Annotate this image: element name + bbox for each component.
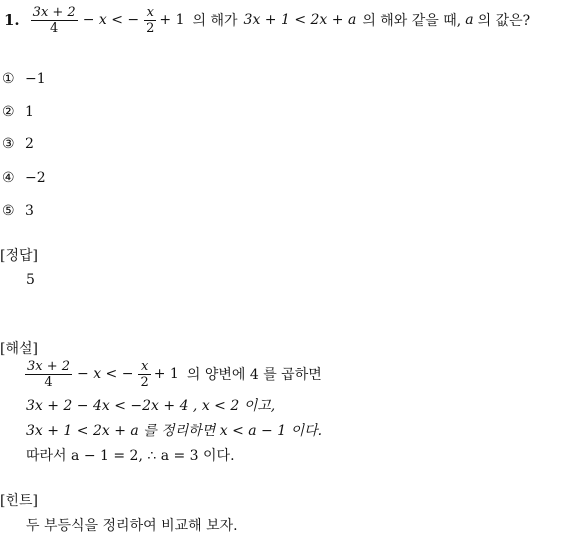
choice-mark: ⑤ <box>2 203 15 219</box>
choice-mark: ④ <box>2 170 15 186</box>
choice-value: 3 <box>25 203 34 219</box>
inequality-tail: + 1 <box>153 366 179 382</box>
variable-a: a <box>465 12 474 28</box>
choice-3[interactable] <box>2 136 34 152</box>
explanation-line-3: 3x + 1 < 2x + a 를 정리하면 x < a − 1 이다. <box>26 423 323 439</box>
inequality-middle: − x < − <box>82 12 140 28</box>
hint-label: [힌트] <box>0 493 38 509</box>
choice-mark: ① <box>2 71 15 87</box>
fraction-x-over-2: $\frac{x}{2}$ <box>140 358 149 390</box>
choice-5[interactable] <box>2 203 34 219</box>
question-text-3: 의 값은? <box>477 13 531 29</box>
explanation-line-1 <box>22 354 322 394</box>
inequality-middle: − x < − <box>77 366 134 382</box>
choice-mark: ② <box>2 104 15 120</box>
choice-value: −1 <box>25 71 46 87</box>
choice-2[interactable] <box>2 104 34 120</box>
question <box>4 2 530 38</box>
explanation-line-2: 3x + 2 − 4x < −2x + 4 , x < 2 이고, <box>26 398 276 414</box>
question-number: 1. <box>4 11 20 29</box>
answer-label: [정답] <box>0 248 38 264</box>
choice-value: −2 <box>25 170 46 186</box>
fraction-x-over-2: $\frac{x}{2}$ <box>146 4 155 36</box>
choice-value: 2 <box>25 136 34 152</box>
question-text-2: 의 해와 같을 때, <box>362 13 462 29</box>
choice-4[interactable] <box>2 170 46 186</box>
fraction-3x2-over-4: $\frac{3x + 2}{4}$ <box>27 358 71 390</box>
hint-text: 두 부등식을 정리하여 비교해 보자. <box>26 518 238 534</box>
fraction-3x2-over-4: $\frac{3x + 2}{4}$ <box>32 4 76 36</box>
choice-mark: ③ <box>2 136 15 152</box>
inequality-tail: + 1 <box>159 12 185 28</box>
question-text-1: 의 해가 <box>192 13 238 29</box>
answer-value: 5 <box>26 272 35 288</box>
explanation-label: [해설] <box>0 341 38 357</box>
explanation-line-4: 따라서 a − 1 = 2, ∴ a = 3 이다. <box>26 448 235 464</box>
explanation-text-1: 의 양변에 4 를 곱하면 <box>186 367 322 383</box>
inequality-2: 3x + 1 < 2x + a <box>243 12 357 28</box>
choice-value: 1 <box>25 104 34 120</box>
choice-1[interactable] <box>2 71 46 87</box>
